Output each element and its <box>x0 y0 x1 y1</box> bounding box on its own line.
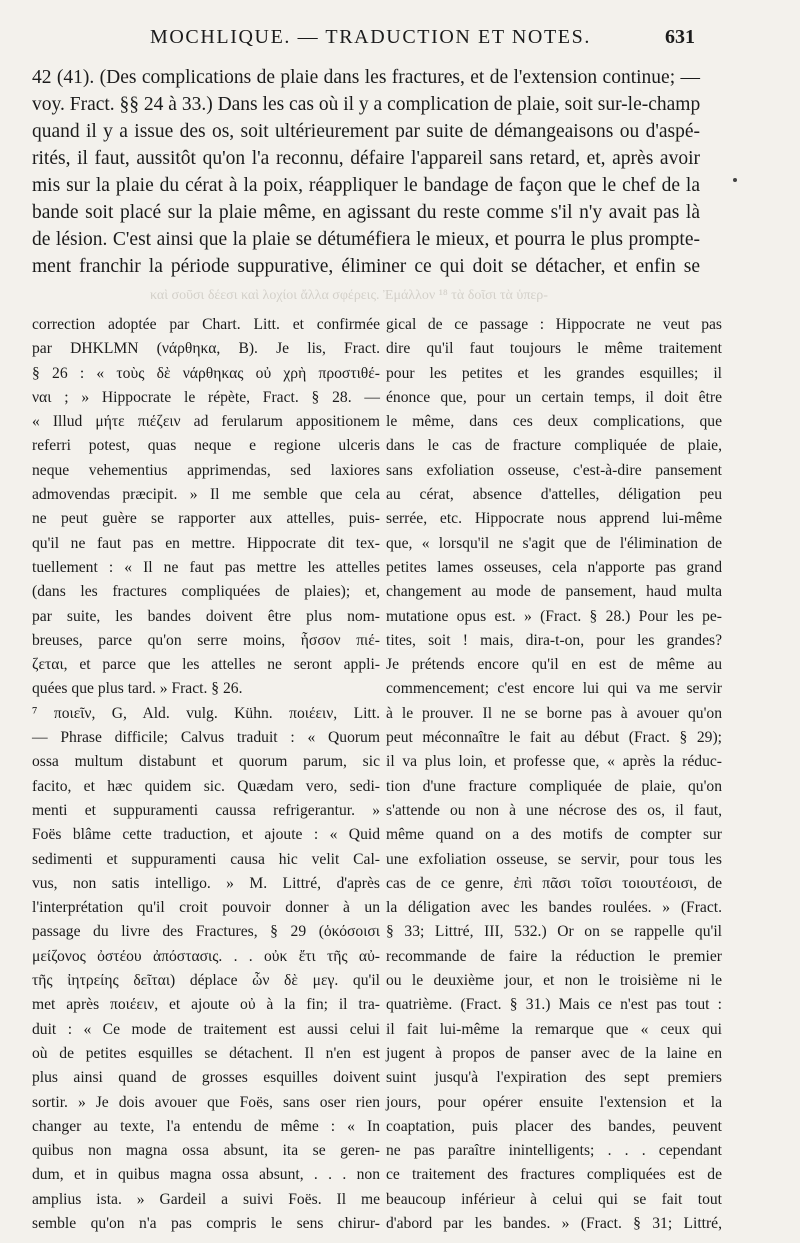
footnote-line: amplius ista. » Gardeil a suivi Foës. Il me <box>32 1190 380 1208</box>
footnote-line: ναι ; » Hippocrate le répète, Fract. § 28. — <box>32 388 380 406</box>
page-number: 631 <box>665 26 695 48</box>
footnote-line: d'abord par les bandes. » (Fract. § 31; Littré, <box>386 1214 722 1232</box>
footnote-line: par suite, les bandes doivent être plus nom- <box>32 607 380 625</box>
footnote-line: met après ποιέειν, et ajoute οὐ à la fin; il tra- <box>32 996 380 1014</box>
main-text-line: rités, il faut, aussitôt qu'on l'a reconnu, défaire l'appareil sans retard, et, après avoir <box>32 148 700 169</box>
footnote-line: recommande de faire la réduction le premier <box>386 947 722 965</box>
footnote-line: il fait lui-même la remarque que « ceux qui <box>386 1020 722 1038</box>
footnote-line: s'attende ou non à une nécrose des os, il faut, <box>386 801 722 819</box>
footnote-line: qu'il ne faut pas en mettre. Hippocrate dit tex- <box>32 534 380 552</box>
footnote-line: quées que plus tard. » Fract. § 26. <box>32 680 243 698</box>
main-text-line: voy. Fract. §§ 24 à 33.) Dans les cas où il y a complication de plaie, soit sur-le-champ <box>32 94 701 115</box>
footnote-line: ne pas paraître inintelligents; . . . cependant <box>386 1142 722 1160</box>
main-text-line: mis sur la plaie du cérat à la poix, réappliquer le bandage de façon que le chef de la <box>32 175 700 196</box>
footnote-line: au cérat, absence d'attelles, déligation peu <box>386 486 722 504</box>
footnote-line: l'interprétation qu'il croit pouvoir donner à un <box>32 899 380 917</box>
footnote-line: dans le cas de fracture compliquée de plaie, <box>386 437 722 455</box>
footnote-line: facito, et hæc quidem sic. Quædam vero, sedi- <box>32 777 380 795</box>
footnote-line: tion d'une fracture compliquée de plaie, qu'on <box>386 777 722 795</box>
footnote-line: § 26 : « τοὺς δὲ νάρθηκας οὐ χρὴ προστιθέ- <box>32 364 380 382</box>
footnote-line: plus ainsi quand de grosses esquilles doivent <box>32 1069 380 1087</box>
footnote-line: cas de ce genre, ἐπὶ πᾶσι τοῖσι τοιουτέοισι, de <box>386 874 722 892</box>
main-text-line: 42 (41). (Des complications de plaie dans les fractures, et de l'extension continue; — <box>32 67 700 88</box>
footnote-line: Foës blâme cette traduction, et ajoute : « Quid <box>32 826 380 844</box>
footnote-line: Je prétends encore qu'il en est de même au <box>386 656 722 674</box>
footnote-line: dire qu'il faut toujours le même traitement <box>386 340 722 358</box>
footnote-line: que, « lorsqu'il ne s'agit que de l'élimination de <box>386 534 722 552</box>
footnote-column-left <box>32 313 380 1236</box>
footnote-line: vus, non satis intelligo. » M. Littré, d'après <box>32 874 380 892</box>
ink-speck <box>733 178 737 182</box>
footnote-line: ossa multum distabunt et quorum parum, sic <box>32 753 380 771</box>
main-text <box>32 64 700 280</box>
footnote-line: referri potest, quas neque e regione ulceris <box>32 437 380 455</box>
footnote-line: jugent à propos de panser avec de la laine en <box>386 1044 722 1062</box>
main-text-line: de lésion. C'est ainsi que la plaie se détuméfiera le mieux, et pourra le plus prompte- <box>32 229 700 250</box>
footnote-line: admovendas præcipit. » Il me semble que cela <box>32 486 380 504</box>
footnote-line: correction adoptée par Chart. Litt. et confirmée <box>32 316 380 333</box>
footnote-line: sedimenti et suppuramenti causa hic velit Cal- <box>32 850 380 868</box>
footnote-line: même quand on a des motifs de compter sur <box>386 826 722 844</box>
footnote-line: neque vehementius apprimendas, sed laxiores <box>32 461 380 479</box>
footnote-line: changement au mode de pansement, haud multa <box>386 583 722 601</box>
footnote-line: la déligation avec les bandes roulées. » (Fract. <box>386 899 722 917</box>
footnote-line: § 33; Littré, III, 532.) Or on se rappelle qu'il <box>386 923 722 941</box>
footnote-line: peut méconnaître le fait au début (Fract. § 29); <box>386 729 722 747</box>
footnote-line: suint jusqu'à l'expiration des sept premiers <box>386 1069 722 1087</box>
footnote-line: coaptation, puis placer des bandes, peuvent <box>386 1117 722 1135</box>
footnote-line: le même, dans ces deux complications, que <box>386 413 722 431</box>
footnote-line: semble qu'on n'a pas compris le sens chirur- <box>32 1214 380 1232</box>
footnote-line: μείζονος ὀστέου ἀπόστασις. . . οὐκ ἔτι τῆς αὐ- <box>32 947 380 965</box>
footnote-line: tuellement : « Il ne faut pas mettre les attelles <box>32 558 380 576</box>
footnote-line: beaucoup inférieur à celui qui se fait tout <box>386 1190 722 1208</box>
footnote-line: changer au texte, l'a entendu de même : « In <box>32 1117 380 1135</box>
footnote-line: dum, et in quibus magna ossa absunt, . . . non <box>32 1166 380 1184</box>
running-header <box>150 26 695 56</box>
footnote-line: jours, pour opérer ensuite l'extension et la <box>386 1093 722 1111</box>
running-title: MOCHLIQUE. — TRADUCTION ET NOTES. <box>150 26 591 48</box>
footnote-line: quatrième. (Fract. § 31.) Mais ce n'est pas tout : <box>386 996 722 1014</box>
footnote-line: τῆς ἰητρείης δεῖται) déplace ὧν δὲ μεγ. qu'il <box>32 972 380 990</box>
footnote-line: serrée, etc. Hippocrate nous apprend lui-même <box>386 510 722 528</box>
footnote-line: duit : « Ce mode de traitement est aussi celui <box>32 1020 380 1038</box>
footnote-line: (dans les fractures compliquées de plaies); et, <box>32 583 380 601</box>
footnote-line: il va plus loin, et professe que, « après la réduc- <box>386 753 722 771</box>
footnote-line: tites, soit ! mais, dira-t-on, pour les grandes? <box>386 631 722 649</box>
footnote-line: passage du livre des Fractures, § 29 (ὁκόσοισι <box>32 923 380 941</box>
footnote-line: où de petites esquilles se détachent. Il n'en est <box>32 1044 380 1062</box>
footnote-line: à le prouver. Il ne se borne pas à avouer qu'on <box>386 704 722 722</box>
footnote-line: gical de ce passage : Hippocrate ne veut pas <box>386 316 722 333</box>
footnote-line: pour les petites et les grandes esquilles; il <box>386 364 722 382</box>
footnote-line: énonce que, pour un certain temps, il doit être <box>386 388 722 406</box>
footnote-line: quibus non magna ossa absunt, ita se geren- <box>32 1142 380 1160</box>
footnote-column-right <box>386 313 722 1236</box>
footnote-line: mutatione opus est. » (Fract. § 28.) Pour les pe- <box>386 607 722 625</box>
footnote-line: sans exfoliation osseuse, c'est-à-dire pansement <box>386 461 722 479</box>
footnote-line: menti et suppuramenti caussa refrigerantur. » <box>32 801 380 819</box>
main-text-line: quand il y a issue des os, soit ultérieurement par suite de démangeaisons ou d'aspé- <box>32 121 700 142</box>
bleed-through-text: καὶ σοῦσι δέεσι καὶ λοχίοι ἄλλα σφέρεις. Ἐμάλλον ¹⁸ τὰ δοῖσι τὰ ὑπερ- <box>150 288 548 303</box>
footnote-line: ou le deuxième jour, et non le troisième ni le <box>386 972 722 990</box>
main-text-line: bande soit placé sur la plaie même, en agissant du reste comme s'il n'y avait pas là <box>32 202 700 223</box>
footnote-line: petites lames osseuses, cela n'apporte pas grand <box>386 558 722 576</box>
footnote-line: une exfoliation osseuse, se servir, pour tous les <box>386 850 722 868</box>
footnote-line: ne peut guère se rapporter aux attelles, puis- <box>32 510 380 528</box>
footnote-line: — Phrase difficile; Calvus traduit : « Quorum <box>32 729 380 747</box>
footnote-line: breuses, parce qu'on serre moins, ἧσσον πιέ- <box>32 631 380 649</box>
footnote-line: sortir. » Je dois avouer que Foës, sans oser rien <box>32 1093 380 1111</box>
footnote-line: par DHKLMN (νάρθηκα, B). Je lis, Fract. <box>32 340 380 358</box>
main-text-line: ment franchir la période suppurative, éliminer ce qui doit se détacher, et enfin se <box>32 256 700 277</box>
footnote-line: commencement; c'est encore lui qui va me servir <box>386 680 722 698</box>
footnote-line: ⁷ ποιεῖν, G, Ald. vulg. Kühn. ποιέειν, Litt. <box>32 704 380 722</box>
footnote-line: ζεται, et parce que les attelles ne seront appli- <box>32 656 380 674</box>
footnote-line: ce traitement des fractures compliquées est de <box>386 1166 722 1184</box>
footnote-line: « Illud μήτε πιέζειν ad ferularum appositionem <box>32 413 380 431</box>
